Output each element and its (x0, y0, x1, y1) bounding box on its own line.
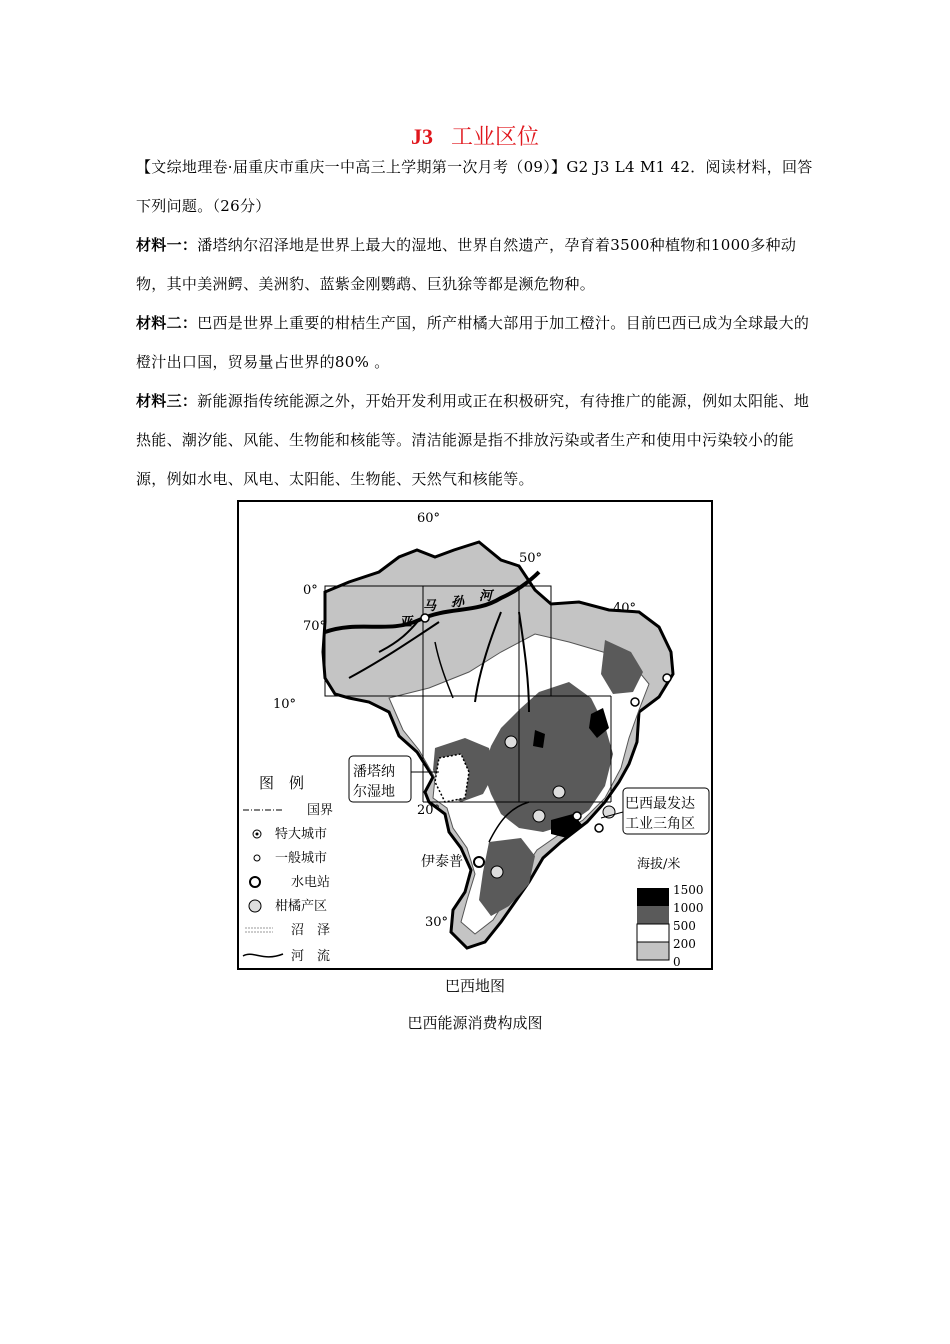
industrial-label: 工业三角区 (625, 816, 695, 832)
legend-item: 国界 (307, 803, 334, 818)
material-label: 材料一： (136, 236, 198, 254)
coord-label: 10° (273, 697, 297, 712)
coord-label: 30° (425, 915, 449, 930)
map-legend (243, 774, 333, 964)
river-char: 亚 (399, 615, 413, 630)
brazil-map (237, 500, 713, 970)
material-text: 巴西是世界上重要的柑桔生产国，所产柑橘大部用于加工橙汁。目前巴西已成为全球最大的橙汁出口国，贸易量占世界的80% 。 (136, 314, 810, 371)
coord-label: 70° (303, 619, 327, 634)
map-caption: 巴西地图 (444, 977, 505, 995)
coord-label: 0° (303, 583, 318, 598)
material-text: 新能源指传统能源之外，开始开发利用或正在积极研究，有待推广的能源，例如太阳能、地热能、潮汐能、风能、生物能和核能等。清洁能源是指不排放污染或者生产和使用中污染较小的能源，例如水电、风电、太阳能、生物能、天然气和核能等。 (136, 392, 810, 488)
coord-label: 40° (613, 601, 637, 616)
pantanal-label: 尔湿地 (353, 784, 395, 800)
legend-item: 柑橘产区 (275, 899, 328, 914)
section-code: J3 (410, 124, 433, 149)
elevation-tick: 200 (673, 937, 696, 951)
material-one (136, 226, 816, 304)
coord-label: 20° (417, 803, 441, 818)
material-two (136, 304, 816, 382)
coord-label: 50° (519, 551, 543, 566)
question-source: 【文综地理卷·届重庆市重庆一中高三上学期第一次月考（09）】G2 J3 L4 M1 42．阅读材料，回答下列问题。（26分） (136, 158, 813, 215)
river-char: 马 (423, 599, 437, 614)
legend-item: 一般城市 (275, 851, 328, 866)
elevation-tick: 1500 (673, 883, 704, 897)
legend-item: 特大城市 (275, 827, 328, 842)
coord-label: 60° (417, 511, 441, 526)
material-label: 材料三： (136, 392, 198, 410)
legend-item: 水电站 (291, 875, 331, 890)
pantanal-label: 潘塔纳 (353, 764, 395, 780)
legend-item: 沼 泽 (291, 923, 331, 938)
material-text: 潘塔纳尔沼泽地是世界上最大的湿地、世界自然遗产，孕育着3500种植物和1000多种动物，其中美洲鳄、美洲豹、蓝紫金刚鹦鹉、巨犰狳等都是濒危物种。 (136, 236, 797, 293)
material-label: 材料二： (136, 314, 198, 332)
river-char: 孙 (451, 595, 465, 610)
elevation-tick: 1000 (673, 901, 704, 915)
hydro-station-icon (474, 857, 484, 867)
elevation-title: 海拔/米 (637, 857, 681, 872)
city-label: 伊泰普 (421, 854, 463, 870)
legend-title: 图 例 (259, 774, 305, 792)
page-title (0, 120, 950, 151)
elevation-scale (637, 883, 704, 968)
chart-caption: 巴西能源消费构成图 (407, 1014, 543, 1032)
legend-item: 河 流 (291, 949, 331, 964)
industrial-label: 巴西最发达 (625, 796, 695, 812)
elevation-tick: 0 (673, 955, 681, 968)
map-graphic (239, 502, 711, 968)
elevation-tick: 500 (673, 919, 696, 933)
material-three (136, 382, 816, 499)
section-title: 工业区位 (450, 124, 539, 149)
river-char: 河 (479, 589, 493, 604)
